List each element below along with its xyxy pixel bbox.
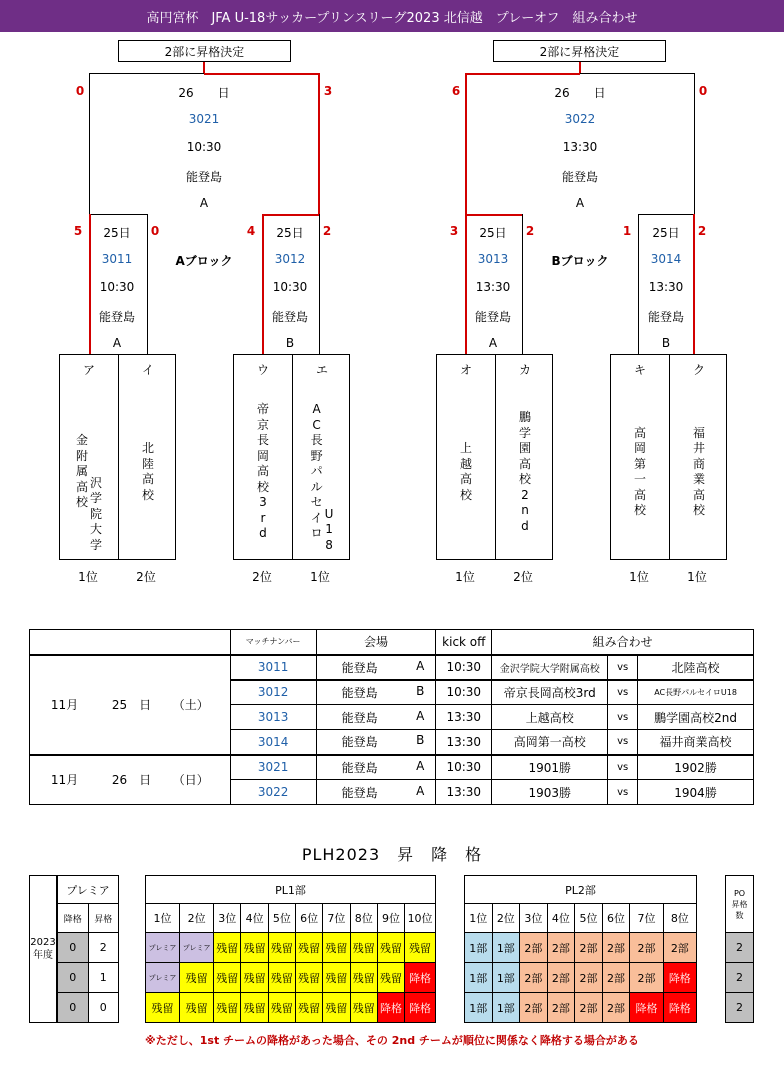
block-label: Bブロック [551, 254, 609, 268]
bracket-line [89, 214, 147, 215]
team-rank: 2位 [252, 570, 272, 584]
team-letter: キ [633, 363, 646, 377]
grid-cell: 2部 [547, 963, 575, 993]
grid-header: 8位 [663, 904, 696, 933]
grid-cell: 残留 [214, 933, 241, 963]
grid-cell: 2 [88, 933, 119, 963]
team-pair-box [233, 354, 350, 560]
semi-match-no: 3014 [650, 252, 682, 266]
vs-label: vs [608, 755, 638, 780]
match-number: 3014 [230, 730, 316, 755]
grid-cell: 残留 [377, 933, 404, 963]
grid-cell: 残留 [377, 963, 404, 993]
venue-cell [316, 680, 436, 705]
schedule-header-row [30, 630, 754, 655]
venue-cell [316, 780, 436, 805]
grid-cell: 残留 [268, 933, 295, 963]
team-pair-box [610, 354, 727, 560]
team-cell [611, 355, 669, 559]
semi-pitch: A [488, 336, 498, 350]
grid-title: プレミア [58, 876, 119, 904]
semi-venue: 能登島 [98, 310, 136, 324]
year-label-line: 年度 [33, 950, 53, 961]
po-title-line: PO [733, 888, 746, 898]
grid-cell: 1 [88, 963, 119, 993]
venue-pitch: A [416, 708, 425, 723]
grid-cell: 残留 [350, 993, 377, 1023]
vs-label: vs [608, 705, 638, 730]
semi-score-left: 4 [246, 224, 256, 238]
grid-cell: 1部 [492, 993, 520, 1023]
bracket-line [465, 73, 580, 75]
year-label [29, 875, 57, 1023]
grid-cell: 残留 [241, 963, 268, 993]
grid-header: 昇格 [88, 904, 119, 933]
grid-cell: 1部 [465, 933, 493, 963]
semi-score-left: 1 [622, 224, 632, 238]
home-team: 上越高校 [492, 705, 608, 730]
grid-cell: 2部 [520, 963, 548, 993]
vs-label: vs [608, 655, 638, 680]
grid-cell: 0 [58, 963, 89, 993]
grid-cell: 残留 [296, 993, 323, 1023]
grid-cell: 2部 [602, 993, 630, 1023]
po-value: 2 [726, 993, 754, 1023]
grid-cell: 降格 [377, 993, 404, 1023]
grid-cell: 2部 [630, 933, 663, 963]
home-team: 高岡第一高校 [492, 730, 608, 755]
home-team: 1901勝 [492, 755, 608, 780]
schedule-header-blank [30, 630, 231, 655]
bracket-line [147, 214, 148, 354]
grid-cell: 2部 [520, 933, 548, 963]
grid-header: 8位 [350, 904, 377, 933]
venue-name: 能登島 [341, 760, 378, 775]
away-team: 北陸高校 [638, 655, 754, 680]
venue-name: 能登島 [341, 685, 378, 700]
bracket-line [89, 73, 90, 215]
team-rank: 2位 [513, 570, 533, 584]
team-pair-box [59, 354, 176, 560]
po-value: 2 [726, 933, 754, 963]
grid-cell: プレミア [146, 963, 180, 993]
team-name [119, 391, 177, 553]
team-name-column: A C 長 野 パ ル セ イ ロ [310, 402, 323, 541]
grid-header: 4位 [547, 904, 575, 933]
bracket-line [638, 214, 639, 354]
grid-cell: 残留 [296, 963, 323, 993]
final-score-left: 6 [451, 84, 461, 98]
grid-cell: プレミア [180, 933, 214, 963]
bracket-line [465, 214, 467, 354]
venue-name: 能登島 [341, 710, 378, 725]
page-title: 高円宮杯 JFA U-18サッカープリンスリーグ2023 北信越 プレーオフ 組み合わせ [0, 0, 784, 32]
team-cell [234, 355, 292, 559]
grid-cell: 0 [58, 993, 89, 1023]
grid-cell: 残留 [180, 963, 214, 993]
grid-cell: 残留 [405, 933, 436, 963]
grid-header: 6位 [602, 904, 630, 933]
grid-cell: プレミア [146, 933, 180, 963]
grid-cell: 1部 [465, 993, 493, 1023]
bracket-line [262, 214, 319, 216]
kickoff-time: 10:30 [436, 655, 492, 680]
venue-name: 能登島 [341, 660, 378, 675]
grid-cell: 2部 [602, 963, 630, 993]
grid-cell: 2部 [520, 993, 548, 1023]
team-letter: ウ [256, 363, 269, 377]
kickoff-time: 10:30 [436, 755, 492, 780]
header-venue: 会場 [316, 630, 436, 655]
pl1-table [145, 875, 436, 1023]
schedule-row [30, 655, 754, 680]
grid-cell: 1部 [465, 963, 493, 993]
bracket-line [580, 73, 694, 74]
venue-pitch: A [416, 783, 425, 798]
final-venue: 能登島 [185, 170, 223, 184]
grid-header: 3位 [214, 904, 241, 933]
semi-pitch: B [285, 336, 295, 350]
bracket-line [319, 214, 320, 354]
date-month: 11月 [50, 773, 79, 788]
date-day: 25 日 [111, 698, 152, 712]
match-number: 3013 [230, 705, 316, 730]
grid-cell: 残留 [323, 963, 350, 993]
pl2-table [464, 875, 697, 1023]
grid-cell: 2部 [630, 963, 663, 993]
team-letter: ア [82, 363, 95, 377]
away-team: 1904勝 [638, 780, 754, 805]
semi-score-left: 3 [449, 224, 459, 238]
grid-title: PL2部 [465, 876, 697, 904]
team-pair-box [436, 354, 553, 560]
team-cell [437, 355, 495, 559]
team-cell [60, 355, 118, 559]
grid-cell: 残留 [180, 993, 214, 1023]
team-name-column: 帝 京 長 岡 高 校 3 r d [256, 402, 269, 541]
team-name-column: 上 越 高 校 [459, 441, 472, 502]
semi-venue: 能登島 [271, 310, 309, 324]
semi-kickoff: 13:30 [648, 280, 684, 294]
final-day: 26 日 [554, 86, 606, 100]
match-number: 3011 [230, 655, 316, 680]
grid-header: 5位 [268, 904, 295, 933]
po-table [725, 875, 754, 1023]
match-number: 3021 [230, 755, 316, 780]
grid-header: 2位 [492, 904, 520, 933]
final-pitch: A [575, 196, 585, 210]
grid-cell: 0 [58, 933, 89, 963]
grid-header: 7位 [323, 904, 350, 933]
grid-cell: 降格 [663, 963, 696, 993]
grid-header: 5位 [575, 904, 603, 933]
schedule-date [30, 755, 231, 805]
kickoff-time: 13:30 [436, 730, 492, 755]
grid-cell: 降格 [630, 993, 663, 1023]
grid-cell: 2部 [602, 933, 630, 963]
final-match-no: 3021 [188, 112, 220, 126]
vs-label: vs [608, 780, 638, 805]
grid-header: 7位 [630, 904, 663, 933]
grid-header: 6位 [296, 904, 323, 933]
promotion-label: 2部に昇格決定 [118, 40, 291, 62]
grid-cell: 降格 [405, 993, 436, 1023]
team-name-column: 福 井 商 業 高 校 [692, 425, 705, 517]
grid-cell: 残留 [323, 933, 350, 963]
grid-cell: 2部 [575, 933, 603, 963]
team-name [496, 391, 554, 553]
semi-pitch: B [661, 336, 671, 350]
final-score-right: 0 [698, 84, 708, 98]
match-number: 3022 [230, 780, 316, 805]
semi-score-right: 2 [322, 224, 332, 238]
semi-venue: 能登島 [647, 310, 685, 324]
venue-pitch: B [416, 733, 425, 748]
grid-header: 1位 [146, 904, 180, 933]
away-team: AC長野パルセイロU18 [638, 680, 754, 705]
grid-cell: 1部 [492, 933, 520, 963]
semi-kickoff: 10:30 [272, 280, 308, 294]
team-cell [118, 355, 176, 559]
team-name-column: 沢 学 院 大 学 [90, 475, 103, 552]
semi-match-no: 3013 [477, 252, 509, 266]
final-venue: 能登島 [561, 170, 599, 184]
semi-day: 25日 [479, 226, 507, 240]
bracket-line [522, 214, 523, 354]
grid-header: 10位 [405, 904, 436, 933]
away-team: 鵬学園高校2nd [638, 705, 754, 730]
semi-day: 25日 [652, 226, 680, 240]
bracket-line [262, 214, 264, 354]
venue-cell [316, 655, 436, 680]
kickoff-time: 10:30 [436, 680, 492, 705]
bracket-line [318, 73, 320, 215]
bracket-line [465, 214, 522, 216]
po-value: 2 [726, 963, 754, 993]
grid-cell: 2部 [575, 993, 603, 1023]
team-letter: ク [692, 363, 705, 377]
po-title [726, 876, 754, 933]
date-weekday: （日） [172, 773, 209, 788]
team-rank: 1位 [629, 570, 649, 584]
venue-pitch: B [416, 683, 425, 698]
semi-score-right: 2 [525, 224, 535, 238]
final-day: 26 日 [178, 86, 230, 100]
team-name [60, 391, 118, 553]
team-letter: オ [459, 363, 472, 377]
bracket-line [89, 214, 91, 354]
bracket-line [204, 73, 319, 75]
team-name-column: 金 附 属 高 校 [75, 433, 88, 510]
grid-cell: 残留 [268, 963, 295, 993]
semi-venue: 能登島 [474, 310, 512, 324]
grid-cell: 残留 [350, 933, 377, 963]
venue-cell [316, 755, 436, 780]
team-name [670, 391, 728, 553]
grid-header: 降格 [58, 904, 89, 933]
grid-cell: 残留 [214, 993, 241, 1023]
grid-header: 2位 [180, 904, 214, 933]
semi-match-no: 3012 [274, 252, 306, 266]
venue-cell [316, 730, 436, 755]
premier-table [57, 875, 119, 1023]
match-number: 3012 [230, 680, 316, 705]
schedule-row [30, 755, 754, 780]
schedule-table [29, 629, 754, 805]
final-score-left: 0 [75, 84, 85, 98]
bracket-line [89, 73, 204, 74]
away-team: 1902勝 [638, 755, 754, 780]
venue-pitch: A [416, 758, 425, 773]
grid-cell: 残留 [350, 963, 377, 993]
team-rank: 1位 [310, 570, 330, 584]
grid-header: 9位 [377, 904, 404, 933]
grid-header: 4位 [241, 904, 268, 933]
team-cell [292, 355, 350, 559]
semi-match-no: 3011 [101, 252, 133, 266]
grid-header: 1位 [465, 904, 493, 933]
year-label-line: 2023 [30, 937, 56, 948]
grid-cell: 降格 [405, 963, 436, 993]
home-team: 帝京長岡高校3rd [492, 680, 608, 705]
team-letter: イ [141, 363, 154, 377]
venue-cell [316, 705, 436, 730]
team-name [611, 391, 669, 553]
team-letter: カ [518, 363, 531, 377]
grid-header: 3位 [520, 904, 548, 933]
final-kickoff: 10:30 [186, 140, 222, 154]
grid-cell: 残留 [296, 933, 323, 963]
promotion-label: 2部に昇格決定 [493, 40, 666, 62]
semi-score-left: 5 [73, 224, 83, 238]
block-label: Aブロック [175, 254, 233, 268]
bracket-line [693, 214, 695, 354]
team-name [234, 391, 292, 553]
grid-cell: 2部 [663, 933, 696, 963]
home-team: 金沢学院大学附属高校 [492, 655, 608, 680]
grid-cell: 残留 [241, 993, 268, 1023]
kickoff-time: 13:30 [436, 780, 492, 805]
grid-cell: 2部 [547, 933, 575, 963]
plh-title: PLH2023 昇 降 格 [301, 845, 483, 864]
grid-cell: 降格 [663, 993, 696, 1023]
final-score-right: 3 [323, 84, 333, 98]
semi-kickoff: 13:30 [475, 280, 511, 294]
grid-cell: 2部 [547, 993, 575, 1023]
grid-cell: 残留 [268, 993, 295, 1023]
team-rank: 2位 [136, 570, 156, 584]
grid-title: PL1部 [146, 876, 436, 904]
team-letter: エ [315, 363, 328, 377]
header-kickoff: kick off [436, 630, 492, 655]
bracket-line [465, 73, 467, 215]
team-name-column: 北 陸 高 校 [141, 441, 154, 502]
home-team: 1903勝 [492, 780, 608, 805]
semi-score-right: 0 [150, 224, 160, 238]
away-team: 福井商業高校 [638, 730, 754, 755]
po-title-line: 数 [735, 910, 744, 920]
team-cell [495, 355, 553, 559]
team-rank: 1位 [78, 570, 98, 584]
grid-cell: 2部 [575, 963, 603, 993]
team-name [437, 391, 495, 553]
venue-name: 能登島 [341, 785, 378, 800]
header-match-no: マッチナンバー [230, 630, 316, 655]
semi-day: 25日 [276, 226, 304, 240]
bracket-line [638, 214, 694, 215]
final-kickoff: 13:30 [562, 140, 598, 154]
footnote: ※ただし、1st チームの降格があった場合、その 2nd チームが順位に関係なく降格する場合がある [145, 1034, 639, 1047]
venue-pitch: A [416, 658, 425, 673]
kickoff-time: 13:30 [436, 705, 492, 730]
header-pairing: 組み合わせ [492, 630, 754, 655]
grid-cell: 残留 [241, 933, 268, 963]
schedule-date [30, 655, 231, 755]
vs-label: vs [608, 680, 638, 705]
team-name [293, 391, 351, 553]
vs-label: vs [608, 730, 638, 755]
semi-score-right: 2 [697, 224, 707, 238]
grid-cell: 残留 [214, 963, 241, 993]
grid-cell: 残留 [146, 993, 180, 1023]
date-weekday: （土） [172, 698, 209, 712]
team-name-column: U 1 8 [324, 506, 334, 552]
team-cell [669, 355, 727, 559]
date-month: 11月 [50, 698, 79, 712]
semi-day: 25日 [103, 226, 131, 240]
team-name-column: 高 岡 第 一 高 校 [633, 425, 646, 517]
team-rank: 1位 [455, 570, 475, 584]
team-rank: 1位 [687, 570, 707, 584]
final-match-no: 3022 [564, 112, 596, 126]
grid-cell: 残留 [323, 993, 350, 1023]
semi-kickoff: 10:30 [99, 280, 135, 294]
po-title-line: 昇格 [731, 899, 748, 909]
grid-cell: 0 [88, 993, 119, 1023]
date-day: 26 日 [111, 773, 152, 788]
team-name-column: 鵬 学 園 高 校 2 n d [518, 410, 531, 533]
final-pitch: A [199, 196, 209, 210]
grid-cell: 1部 [492, 963, 520, 993]
semi-pitch: A [112, 336, 122, 350]
bracket-line [694, 73, 695, 215]
venue-name: 能登島 [341, 735, 378, 750]
